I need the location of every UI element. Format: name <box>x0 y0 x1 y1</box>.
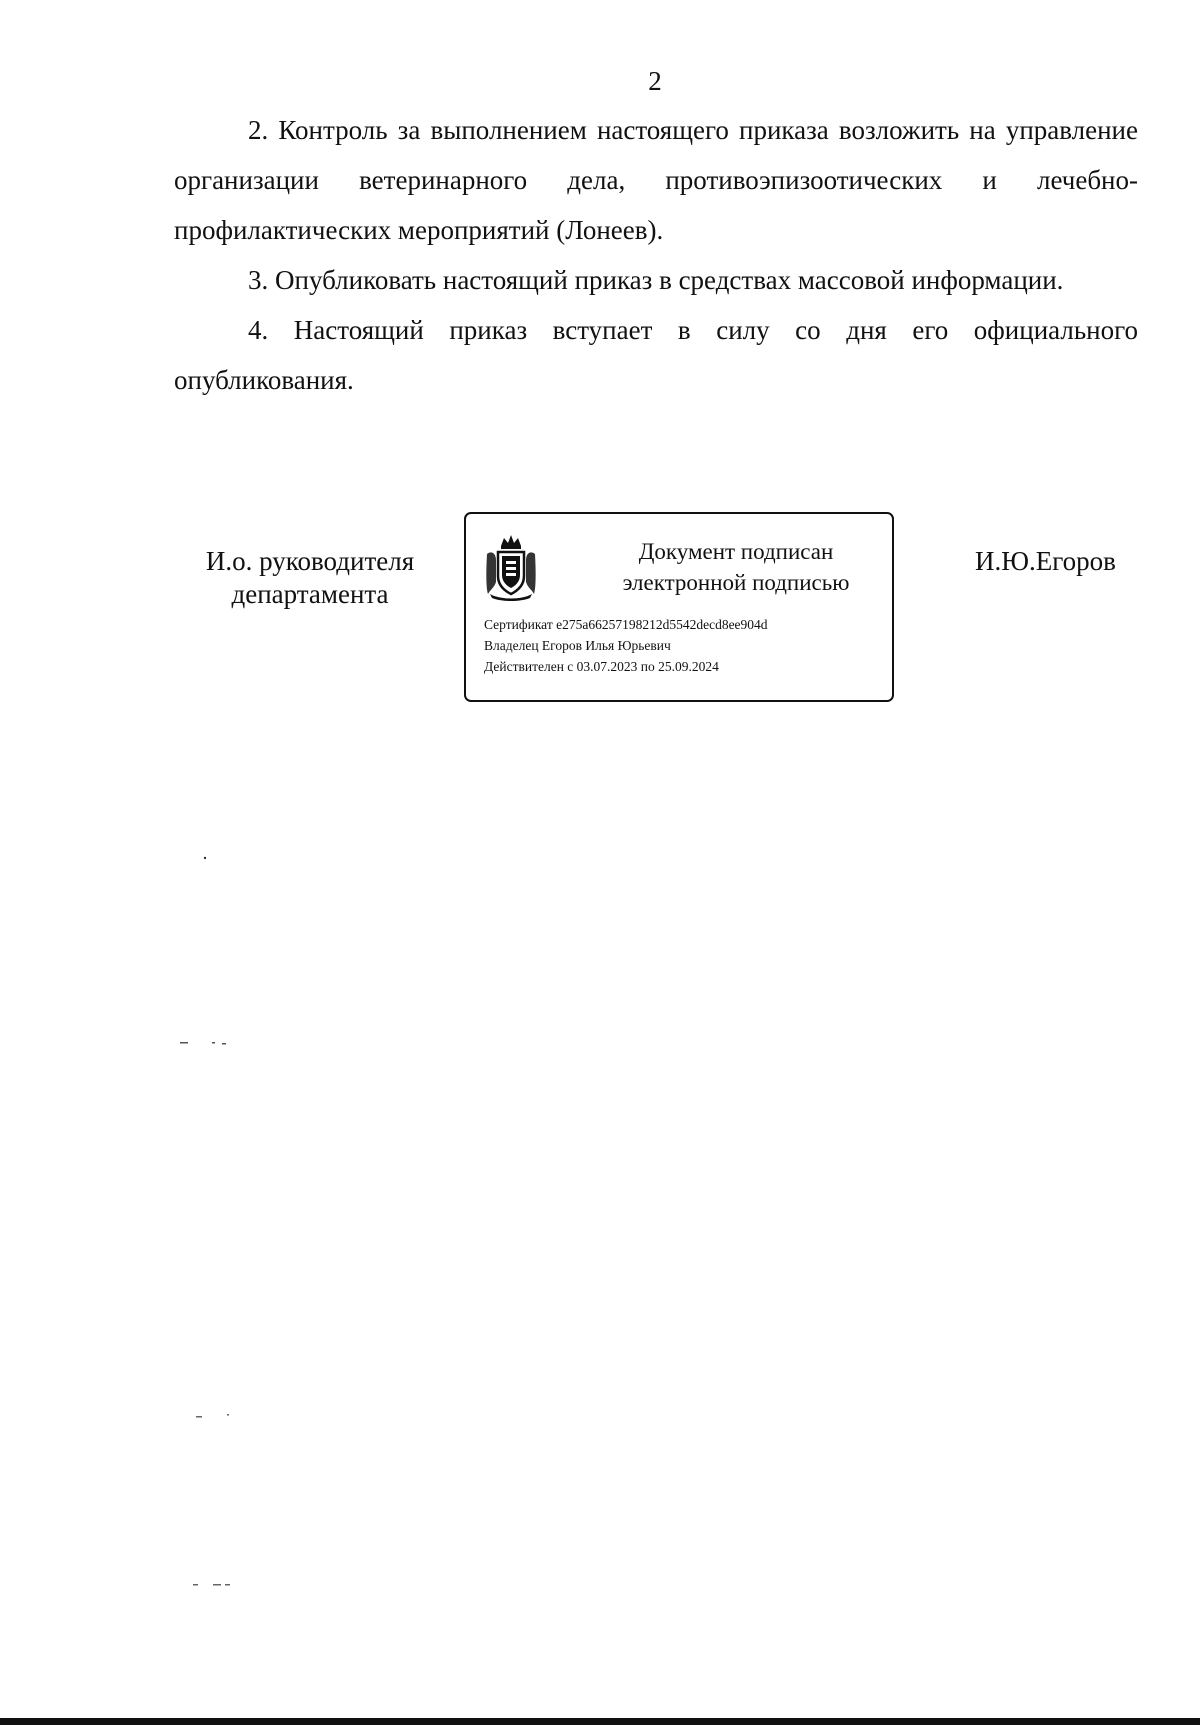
signatory-position <box>195 545 425 611</box>
signatory-position-line2: департамента <box>231 579 389 609</box>
scan-bottom-edge <box>0 1718 1200 1725</box>
signatory-name: И.Ю.Егоров <box>975 546 1116 576</box>
paragraph-publish: 3. Опубликовать настоящий приказ в средствах массовой информации. <box>248 265 1064 295</box>
order-body <box>174 105 1138 405</box>
electronic-signature-stamp <box>464 512 894 702</box>
stamp-validity: Действителен с 03.07.2023 по 25.09.2024 <box>484 659 719 674</box>
coat-of-arms-icon <box>484 532 538 602</box>
stamp-title-line1: Документ подписан <box>638 539 834 564</box>
stamp-title <box>586 536 886 598</box>
signatory-position-line1: И.о. руководителя <box>205 546 415 576</box>
stamp-owner: Владелец Егоров Илья Юрьевич <box>484 638 671 653</box>
stamp-title-line2: электронной подписью <box>622 570 850 595</box>
stamp-certificate: Сертификат e275a66257198212d5542decd8ee904d <box>484 617 768 632</box>
stamp-details <box>484 614 768 677</box>
paragraph-effective: 4. Настоящий приказ вступает в силу со дня его официального опубликования. <box>174 315 1138 395</box>
page-number: 2 <box>648 66 662 96</box>
paragraph-control: 2. Контроль за выполнением настоящего приказа возложить на управление организации ветеринарного дела, противоэпизоотических и лечебно-профилактических мероприятий (Лонеев). <box>174 115 1138 245</box>
